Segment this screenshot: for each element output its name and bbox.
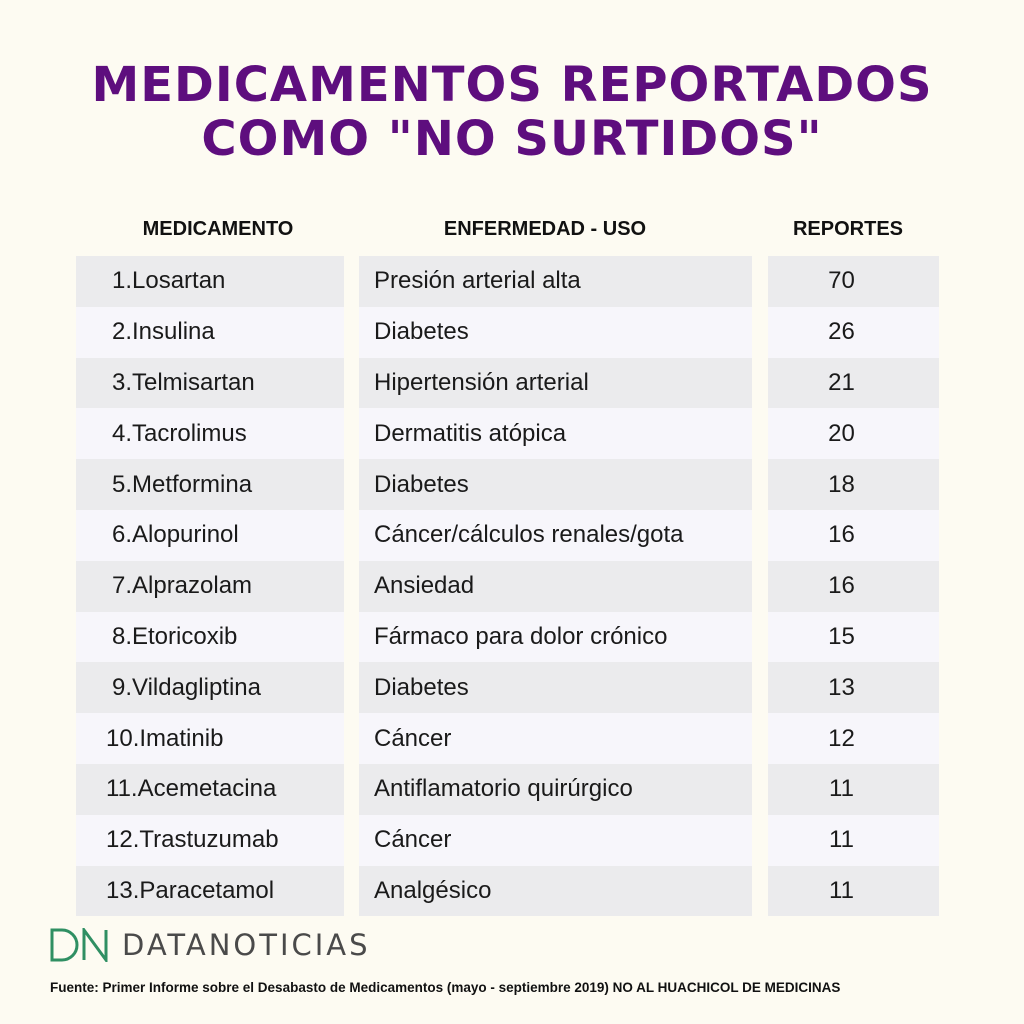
medicamento-cell — [76, 459, 344, 510]
reportes-cell: 11 — [768, 764, 939, 815]
medicamento-name: Acemetacina — [137, 775, 277, 803]
enfermedad-column — [359, 256, 752, 916]
title-line-2: COMO "NO SURTIDOS" — [201, 111, 823, 167]
medicamento-name: Insulina — [132, 318, 215, 346]
medicamento-name: Imatinib — [139, 724, 224, 752]
medicamento-name: Metformina — [132, 470, 253, 498]
reportes-cell: 16 — [768, 510, 939, 561]
header-reportes: REPORTES — [792, 218, 904, 240]
row-number: 4. — [111, 419, 132, 447]
title-line-1: MEDICAMENTOS REPORTADOS — [91, 57, 933, 113]
medicamento-name: Telmisartan — [132, 368, 255, 396]
enfermedad-cell: Presión arterial alta — [359, 256, 752, 307]
source-note: Fuente: Primer Informe sobre el Desabasto de Medicamentos (mayo - septiembre 2019) NO AL HUACHICOL DE MEDICINAS — [50, 980, 841, 995]
medicamento-name: Alprazolam — [132, 572, 253, 600]
row-number: 6. — [111, 521, 132, 549]
enfermedad-cell: Diabetes — [359, 459, 752, 510]
medicamento-name: Etoricoxib — [132, 622, 238, 650]
reportes-cell: 21 — [768, 358, 939, 409]
enfermedad-cell: Hipertensión arterial — [359, 358, 752, 409]
page-title — [0, 58, 1024, 166]
enfermedad-cell: Cáncer — [359, 815, 752, 866]
row-number: 12. — [106, 826, 140, 854]
enfermedad-cell: Ansiedad — [359, 561, 752, 612]
dn-logo-icon — [50, 928, 112, 962]
medicamento-cell — [76, 713, 344, 764]
medicamento-name: Trastuzumab — [139, 826, 279, 854]
reportes-cell: 12 — [768, 713, 939, 764]
medicamento-cell — [76, 866, 344, 917]
reportes-cell: 13 — [768, 662, 939, 713]
logo-text: DATANOTICIAS — [122, 928, 371, 962]
row-number: 13. — [106, 876, 140, 904]
row-number: 11. — [106, 775, 138, 803]
row-number: 5. — [111, 470, 132, 498]
enfermedad-cell: Dermatitis atópica — [359, 408, 752, 459]
medicamento-cell — [76, 764, 344, 815]
row-number: 3. — [111, 368, 132, 396]
enfermedad-cell: Cáncer — [359, 713, 752, 764]
medicamento-name: Alopurinol — [132, 521, 239, 549]
enfermedad-cell: Diabetes — [359, 662, 752, 713]
row-number: 10. — [106, 724, 140, 752]
row-number: 2. — [111, 318, 132, 346]
medicamento-cell — [76, 561, 344, 612]
medicamento-cell — [76, 408, 344, 459]
reportes-cell: 20 — [768, 408, 939, 459]
reportes-cell: 26 — [768, 307, 939, 358]
row-number: 9. — [111, 673, 132, 701]
medicamento-cell — [76, 256, 344, 307]
reportes-cell: 18 — [768, 459, 939, 510]
reportes-cell: 11 — [768, 866, 939, 917]
row-number: 7. — [111, 572, 132, 600]
medicamento-name: Paracetamol — [139, 876, 275, 904]
medicamento-cell — [76, 510, 344, 561]
reportes-cell: 16 — [768, 561, 939, 612]
medicamento-cell — [76, 662, 344, 713]
medicamento-name: Tacrolimus — [132, 419, 247, 447]
row-number: 1. — [111, 267, 132, 295]
enfermedad-cell: Cáncer/cálculos renales/gota — [359, 510, 752, 561]
header-medicamento: MEDICAMENTO — [142, 218, 294, 240]
medicamento-column — [76, 256, 344, 916]
reportes-cell: 11 — [768, 815, 939, 866]
header-enfermedad-uso: ENFERMEDAD - USO — [443, 218, 647, 240]
reportes-cell: 15 — [768, 612, 939, 663]
medicamento-cell — [76, 307, 344, 358]
reportes-column — [768, 256, 939, 916]
enfermedad-cell: Antiflamatorio quirúrgico — [359, 764, 752, 815]
enfermedad-cell: Diabetes — [359, 307, 752, 358]
enfermedad-cell: Analgésico — [359, 866, 752, 917]
row-number: 8. — [111, 622, 132, 650]
enfermedad-cell: Fármaco para dolor crónico — [359, 612, 752, 663]
medicamento-name: Vildagliptina — [132, 673, 261, 701]
medicamento-cell — [76, 815, 344, 866]
medicamento-cell — [76, 358, 344, 409]
reportes-cell: 70 — [768, 256, 939, 307]
medicamento-name: Losartan — [132, 267, 226, 295]
medicamento-cell — [76, 612, 344, 663]
datanoticias-logo — [50, 928, 371, 962]
